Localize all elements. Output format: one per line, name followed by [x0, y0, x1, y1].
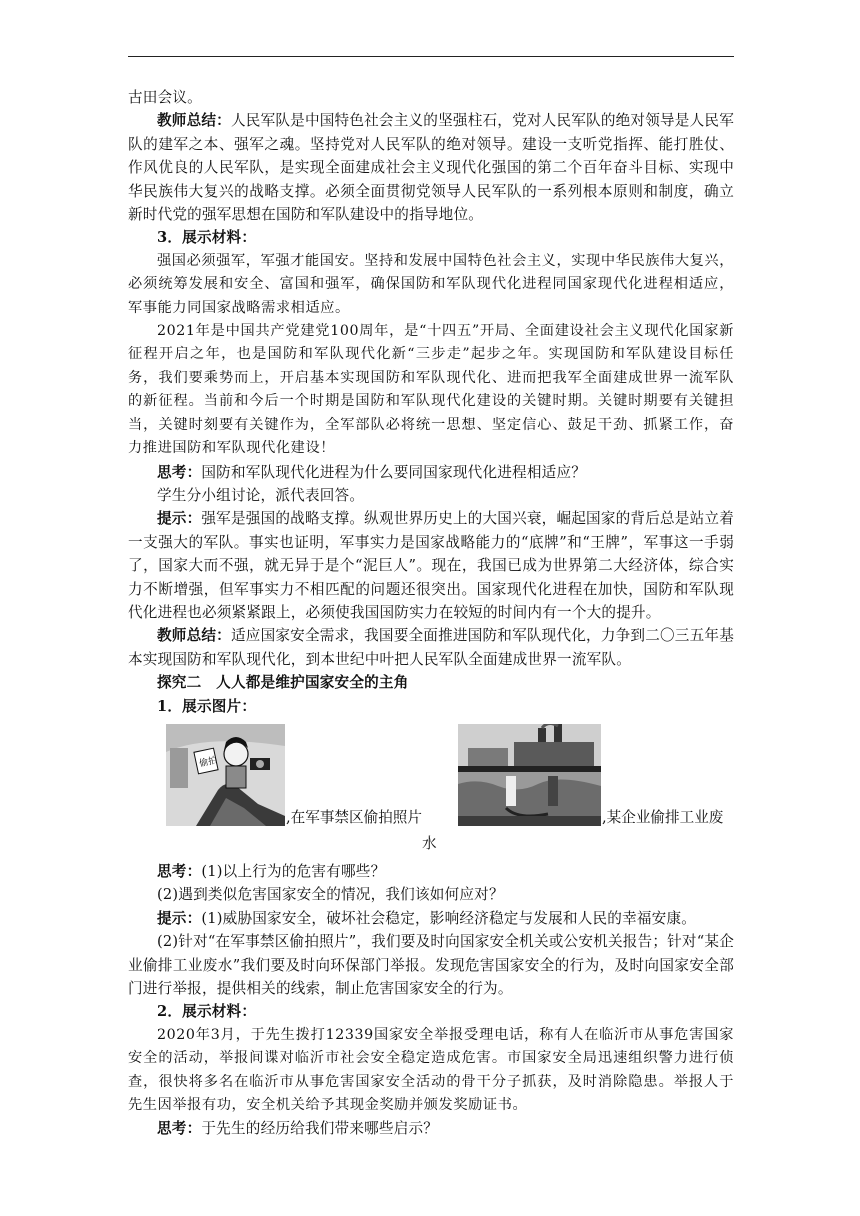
think-label: 思考： [157, 862, 202, 880]
think-question-2 [128, 860, 734, 883]
hint-2 [128, 907, 734, 930]
think-label: 思考： [157, 1120, 202, 1138]
section-1-heading [128, 695, 734, 718]
material-paragraph-2: 2021年是中国共产党建党100周年，是“十四五”开局、全面建设社会主义现代化国家新征程开启之年，也是国防和军队现代化新“三步走”起步之年。实现国防和军队建设目标任务，我们要乘势而上，开启基本实现国防和军队现代化、进而把我军全面建成世界一流军队的新征程。当前和今后一个时期是国防和军队现代化建设的关键时期。关键时期要有关键担当，关键时刻要有关键作为，全军部队必将统一思想、坚定信心、鼓足干劲、抓紧工作，奋力推进国防和军队现代化建设！ [128, 323, 734, 457]
caption-secret-photo: ,在军事禁区偷拍照片 [286, 808, 422, 826]
paragraph-continuation: 古田会议。 [128, 89, 202, 106]
think-text: 国防和军队现代化进程为什么要同国家现代化进程相适应？ [201, 463, 587, 481]
teacher-summary-label: 教师总结： [157, 112, 231, 130]
inquiry-2-title: 探究二 人人都是维护国家安全的主角 [157, 674, 409, 692]
teacher-summary-text: 人民军队是中国特色社会主义的坚强柱石，党对人民军队的绝对领导是人民军队的建军之本、强军之魂。坚持党对人民军队的绝对领导。建设一支听党指挥、能打胜仗、作风优良的人民军队，是实现全面建成社会主义现代化强国的第二个百年奋斗目标、实现中华民族伟大复兴的战略支撑。必须全面贯彻党领导人民军队的一系列根本原则和制度，确立新时代党的强军思想在国防和军队建设中的指导地位。 [128, 112, 734, 224]
think-question-2-part2: (2)遇到类似危害国家安全的情况，我们该如何应对？ [157, 886, 504, 904]
sign-text: 偷拍 [198, 755, 219, 770]
think-text: 于先生的经历给我们带来哪些启示？ [201, 1120, 439, 1138]
hint-1 [128, 507, 734, 624]
caption-factory: ,某企业偷排工业废 [602, 808, 724, 826]
caption-factory-wrap: 水 [422, 834, 437, 852]
material-paragraph-1: 强国必须强军，军强才能国安。坚持和发展中国特色社会主义，实现中华民族伟大复兴，必须统筹发展和安全、富国和强军，确保国防和军队现代化进程同国家现代化进程相适应，军事能力同国家战略需求相适应。 [128, 252, 734, 316]
teacher-summary-text: 适应国家安全需求，我国要全面推进国防和军队现代化，力争到二〇三五年基本实现国防和军队现代化，到本世纪中叶把人民军队全面建成世界一流军队。 [128, 627, 734, 668]
think-question-3 [128, 1117, 734, 1140]
hint-text: (1)威胁国家安全，破坏社会稳定，影响经济稳定与发展和人民的幸福安康。 [201, 909, 697, 927]
teacher-summary-1 [128, 109, 734, 226]
secret-photo-cartoon-image [166, 724, 285, 826]
section-1-label: 1．展示图片： [157, 697, 257, 715]
think-question-1 [128, 461, 734, 484]
teacher-summary-2 [128, 624, 734, 671]
hint-label: 提示： [157, 510, 202, 528]
image-row [128, 724, 734, 860]
section-3-label: 3．展示材料： [157, 229, 257, 247]
group-discussion: 学生分小组讨论，派代表回答。 [157, 486, 365, 504]
section-3-heading [128, 226, 734, 249]
factory-wastewater-image [458, 724, 601, 826]
section-2-label: 2．展示材料： [157, 1003, 257, 1021]
section-2-heading [128, 1000, 734, 1023]
think-label: 思考： [157, 463, 202, 481]
hint-label: 提示： [157, 909, 202, 927]
hint-text: 强军是强国的战略支撑。纵观世界历史上的大国兴衰，崛起国家的背后总是站立着一支强大的军队。事实也证明，军事实力是国家战略能力的“底牌”和“王牌”，军事这一手弱了，国家大而不强，就无异于是个“泥巨人”。现在，我国已成为世界第二大经济体，综合实力不断增强，但军事实力不相匹配的问题还很突出。国家现代化进程在加快，国防和军队现代化进程也必须紧紧跟上，必须使我国国防实力在较短的时间内有一个大的提升。 [128, 510, 734, 621]
document-body [128, 86, 734, 1141]
think-text: (1)以上行为的危害有哪些？ [201, 862, 386, 880]
inquiry-2-heading [128, 671, 734, 694]
teacher-summary-label: 教师总结： [157, 627, 231, 645]
header-rule [128, 56, 734, 57]
hint-2-part2: (2)针对“在军事禁区偷拍照片”，我们要及时向国家安全机关或公安机关报告；针对“某企业偷排工业废水”我们要及时向环保部门举报。发现危害国家安全的行为，及时向国家安全部门进行举报，提供相关的线索，制止危害国家安全的行为。 [128, 933, 734, 997]
material-paragraph-3: 2020年3月，于先生拨打12339国家安全举报受理电话，称有人在临沂市从事危害国家安全的活动，举报间谍对临沂市社会安全稳定造成危害。市国家安全局迅速组织警力进行侦查，很快将多名在临沂市从事危害国家安全活动的骨干分子抓获，及时消除隐患。举报人于先生因举报有功，安全机关给予其现金奖励并颁发奖励证书。 [128, 1026, 734, 1114]
